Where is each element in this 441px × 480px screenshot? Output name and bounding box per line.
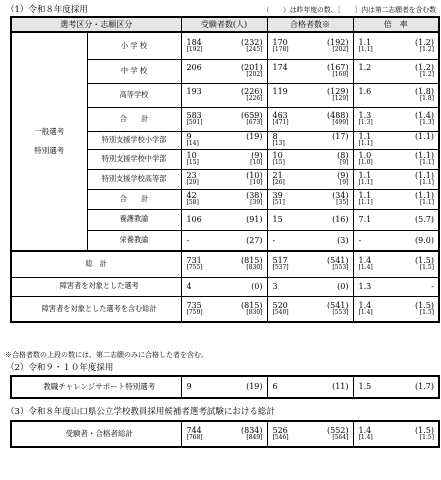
header-passers: 合格者数※ <box>267 17 353 32</box>
value-bracket-prev: [830] <box>246 264 263 272</box>
value-prev: (1.7) <box>415 382 434 392</box>
value-prev: (19) <box>246 382 263 392</box>
applicants-cell <box>181 296 267 322</box>
applicants-cell <box>181 131 267 149</box>
value: 9 <box>186 131 192 141</box>
value-bracket-prev: [10] <box>250 179 263 187</box>
row-label: 特別支援学校高等部 <box>87 169 181 189</box>
value-bracket: [1.1] <box>358 179 373 187</box>
value: - <box>358 235 362 245</box>
header-applicants: 受験者数(人) <box>181 17 267 32</box>
passers-cell <box>267 59 353 83</box>
value: 21 <box>272 170 283 180</box>
disability-row-label: 障害者を対象とした選考 <box>11 277 181 296</box>
value-bracket: [537] <box>272 264 289 272</box>
applicants-cell <box>181 251 267 277</box>
value-prev: (1.1) <box>415 150 434 160</box>
section3-row <box>11 421 439 447</box>
value-prev: (201) <box>240 62 263 72</box>
value-prev: (0) <box>337 281 349 291</box>
value: 106 <box>186 214 202 224</box>
section2-applicants <box>181 376 267 398</box>
applicants-cell <box>181 189 267 209</box>
value-bracket: [768] <box>186 434 203 442</box>
applicants-cell <box>181 32 267 59</box>
value-prev: (129) <box>326 86 349 96</box>
value: 39 <box>272 190 283 200</box>
value-bracket: [1.4] <box>358 264 373 272</box>
value: 23 <box>186 170 197 180</box>
section2-title: （2）令和９・１０年度採用 <box>6 363 114 373</box>
value-bracket-prev: [499] <box>332 119 349 127</box>
value-prev: (1.2) <box>415 62 434 72</box>
passers-cell <box>267 169 353 189</box>
value-bracket: [1.1] <box>358 199 373 207</box>
ratio-cell <box>353 296 439 322</box>
value-bracket: [26] <box>272 179 285 187</box>
grand-total-row <box>11 296 439 322</box>
value-prev: (1.8) <box>415 86 434 96</box>
value: - <box>272 235 276 245</box>
value-bracket: [29] <box>186 179 199 187</box>
ratio-cell <box>353 131 439 149</box>
value-bracket: [755] <box>186 264 203 272</box>
value-prev: (488) <box>326 110 349 120</box>
grand-total-row-label: 障害者を対象とした選考を含む総計 <box>11 296 181 322</box>
ratio-cell <box>353 189 439 209</box>
value-bracket: [540] <box>272 308 289 316</box>
value-prev: (552) <box>326 425 349 435</box>
value: 4 <box>186 281 192 291</box>
ratio-cell <box>353 277 439 296</box>
value-bracket-prev: [849] <box>246 434 263 442</box>
value-bracket-prev: [1.5] <box>419 264 434 272</box>
value-prev: (815) <box>240 300 263 310</box>
applicants-cell <box>181 59 267 83</box>
value-bracket-prev: [830] <box>246 308 263 316</box>
value-bracket: [15] <box>272 159 285 167</box>
value-prev: (192) <box>326 37 349 47</box>
applicants-cell <box>181 209 267 230</box>
value-prev: - <box>431 281 434 291</box>
value-prev: (9) <box>337 170 349 180</box>
value-prev: (1.4) <box>415 110 434 120</box>
group-label-general: 一般選考 <box>34 126 65 136</box>
row-label: 栄養教諭 <box>87 230 181 251</box>
passers-cell <box>267 209 353 230</box>
value-bracket-prev: [35] <box>336 199 349 207</box>
section2-label: 教職チャレンジサポート特別選考 <box>11 376 181 398</box>
row-label: 中 学 校 <box>87 59 181 83</box>
value-bracket: [1.3] <box>358 119 373 127</box>
value-bracket-prev: [226] <box>246 95 263 103</box>
group-label <box>11 32 87 251</box>
value-prev: (659) <box>240 110 263 120</box>
value: 1.4 <box>358 256 372 266</box>
value: 1.5 <box>358 382 372 392</box>
value: 170 <box>272 37 288 47</box>
value-bracket-prev: [202] <box>332 45 349 53</box>
value-prev: (232) <box>240 37 263 47</box>
value-bracket-prev: [1.1] <box>419 199 434 207</box>
passers-cell <box>267 149 353 169</box>
value-prev: (3) <box>337 235 349 245</box>
value: 1.0 <box>358 150 372 160</box>
passers-cell <box>267 131 353 149</box>
passers-cell <box>267 296 353 322</box>
value: 1.2 <box>358 62 372 72</box>
value-prev: (16) <box>332 214 349 224</box>
value-bracket-prev: [39] <box>250 199 263 207</box>
group-label-special: 特別選考 <box>34 145 65 155</box>
value-bracket: [546] <box>272 434 289 442</box>
value: 1.1 <box>358 190 372 200</box>
ratio-cell <box>353 32 439 59</box>
value-bracket: [1.4] <box>358 308 373 316</box>
ratio-cell <box>353 251 439 277</box>
value-bracket-prev: [9] <box>340 179 349 187</box>
value: 119 <box>272 86 288 96</box>
row-label: 特別支援学校中学部 <box>87 149 181 169</box>
section2-passers <box>267 376 353 398</box>
value: 10 <box>272 150 283 160</box>
applicants-cell <box>181 107 267 131</box>
value-prev: (5.7) <box>415 214 434 224</box>
value: 744 <box>186 425 202 435</box>
ratio-cell <box>353 107 439 131</box>
ratio-cell <box>353 59 439 83</box>
value-prev: (9) <box>251 150 263 160</box>
value-bracket: [15] <box>186 159 199 167</box>
passers-cell <box>267 189 353 209</box>
value: 193 <box>186 86 202 96</box>
row-label: 特別支援学校小学部 <box>87 131 181 149</box>
value-bracket: [14] <box>186 140 199 148</box>
value-bracket-prev: [1.2] <box>419 71 434 79</box>
value: 1.4 <box>358 425 372 435</box>
value-bracket-prev: [9] <box>340 159 349 167</box>
ratio-cell <box>353 209 439 230</box>
applicants-cell <box>181 169 267 189</box>
value-bracket: [471] <box>272 119 289 127</box>
footnote: ※合格者数の上段の数には、第二志願のみに合格した者を含む。 <box>5 351 208 359</box>
ratio-cell <box>353 83 439 107</box>
value-bracket-prev: [1.2] <box>419 45 434 53</box>
applicants-cell <box>181 149 267 169</box>
value-prev: (1.2) <box>415 37 434 47</box>
value-prev: (1.5) <box>415 256 434 266</box>
value-bracket-prev: [1.8] <box>419 95 434 103</box>
value: 1.6 <box>358 86 372 96</box>
value-prev: (17) <box>332 131 349 141</box>
table-row <box>11 32 439 59</box>
value: 6 <box>272 382 278 392</box>
value-bracket-prev: [168] <box>332 71 349 79</box>
value: 15 <box>272 214 283 224</box>
results-table-section3 <box>10 420 440 448</box>
value-bracket: [759] <box>186 308 203 316</box>
value: 1.4 <box>358 300 372 310</box>
value-bracket-prev: [1.5] <box>419 434 434 442</box>
value: 526 <box>272 425 288 435</box>
value-prev: (541) <box>326 300 349 310</box>
passers-cell <box>267 32 353 59</box>
ratio-cell <box>353 230 439 251</box>
value-bracket: [1.1] <box>358 140 373 148</box>
value-prev: (1.1) <box>415 170 434 180</box>
value-bracket: [178] <box>272 45 289 53</box>
value-prev: (34) <box>332 190 349 200</box>
row-label: 高等学校 <box>87 83 181 107</box>
value-prev: (834) <box>240 425 263 435</box>
value: 1.1 <box>358 37 372 47</box>
value: 583 <box>186 110 202 120</box>
section3-ratio <box>353 421 439 447</box>
row-label: 合 計 <box>87 107 181 131</box>
value-prev: (10) <box>246 170 263 180</box>
value-prev: (226) <box>240 86 263 96</box>
total-row-label: 総 計 <box>11 251 181 277</box>
passers-cell <box>267 230 353 251</box>
row-label: 合 計 <box>87 189 181 209</box>
value-prev: (1.5) <box>415 425 434 435</box>
value: 1.3 <box>358 281 372 291</box>
value: 42 <box>186 190 197 200</box>
value-bracket: [591] <box>186 119 203 127</box>
value-prev: (9.0) <box>415 235 434 245</box>
value-bracket: [1.1] <box>358 45 373 53</box>
value-bracket: [192] <box>186 45 203 53</box>
value: - <box>186 235 190 245</box>
value-bracket: [13] <box>272 140 285 148</box>
ratio-cell <box>353 149 439 169</box>
value-bracket-prev: [1.3] <box>419 119 434 127</box>
value-bracket: [1.0] <box>358 159 373 167</box>
value: 1.1 <box>358 131 372 141</box>
section1-title: （1）令和８年度採用 <box>6 5 88 15</box>
value-prev: (1.1) <box>415 131 434 141</box>
row-label: 養護教諭 <box>87 209 181 230</box>
value-bracket-prev: [202] <box>246 71 263 79</box>
passers-cell <box>267 277 353 296</box>
value-bracket: [1.4] <box>358 434 373 442</box>
value-bracket: [58] <box>186 199 199 207</box>
section1-legend: （ ）は昨年度の数、［ ］内は第二志願者を含む数 <box>262 6 436 14</box>
section3-applicants <box>181 421 267 447</box>
value-prev: (27) <box>246 235 263 245</box>
header-row <box>11 17 439 32</box>
value-bracket-prev: [564] <box>332 434 349 442</box>
value-prev: (11) <box>332 382 349 392</box>
applicants-cell <box>181 277 267 296</box>
value-prev: (815) <box>240 256 263 266</box>
ratio-cell <box>353 169 439 189</box>
value-prev: (0) <box>251 281 263 291</box>
row-label: 小 学 校 <box>87 32 181 59</box>
total-row <box>11 251 439 277</box>
applicants-cell <box>181 83 267 107</box>
results-table-main <box>10 16 440 323</box>
value: 10 <box>186 150 197 160</box>
section3-title: （3）令和８年度山口県公立学校教員採用候補者選考試験における総計 <box>6 407 275 417</box>
passers-cell <box>267 83 353 107</box>
results-table-section2 <box>10 375 440 399</box>
value: 517 <box>272 256 288 266</box>
value-prev: (19) <box>246 131 263 141</box>
value-prev: (91) <box>246 214 263 224</box>
value-prev: (167) <box>326 62 349 72</box>
value-bracket-prev: [129] <box>332 95 349 103</box>
section3-label: 受験者・合格者総計 <box>11 421 181 447</box>
value: 184 <box>186 37 202 47</box>
value: 206 <box>186 62 202 72</box>
value-bracket-prev: [1.5] <box>419 308 434 316</box>
value-bracket-prev: [1.1] <box>419 179 434 187</box>
value-prev: (541) <box>326 256 349 266</box>
value-prev: (38) <box>246 190 263 200</box>
value-bracket-prev: [1.1] <box>419 159 434 167</box>
value: 1.3 <box>358 110 372 120</box>
value: 3 <box>272 281 278 291</box>
value-prev: (1.5) <box>415 300 434 310</box>
passers-cell <box>267 251 353 277</box>
value: 1.1 <box>358 170 372 180</box>
value: 7.1 <box>358 214 372 224</box>
value-bracket: [51] <box>272 199 285 207</box>
value: 9 <box>186 382 192 392</box>
disability-row <box>11 277 439 296</box>
header-category: 選考区分・志願区分 <box>11 17 181 32</box>
value: 8 <box>272 131 278 141</box>
value-bracket-prev: [553] <box>332 264 349 272</box>
value: 731 <box>186 256 202 266</box>
applicants-cell <box>181 230 267 251</box>
passers-cell <box>267 107 353 131</box>
value-bracket-prev: [553] <box>332 308 349 316</box>
value: 174 <box>272 62 288 72</box>
value-bracket-prev: [10] <box>250 159 263 167</box>
value-prev: (8) <box>337 150 349 160</box>
section1-heading <box>6 2 436 15</box>
value: 520 <box>272 300 288 310</box>
value-bracket-prev: [245] <box>246 45 263 53</box>
value: 735 <box>186 300 202 310</box>
section3-passers <box>267 421 353 447</box>
section2-ratio <box>353 376 439 398</box>
section2-row <box>11 376 439 398</box>
header-ratio: 倍 率 <box>353 17 439 32</box>
value: 463 <box>272 110 288 120</box>
value-bracket-prev: [673] <box>246 119 263 127</box>
value-prev: (1.1) <box>415 190 434 200</box>
